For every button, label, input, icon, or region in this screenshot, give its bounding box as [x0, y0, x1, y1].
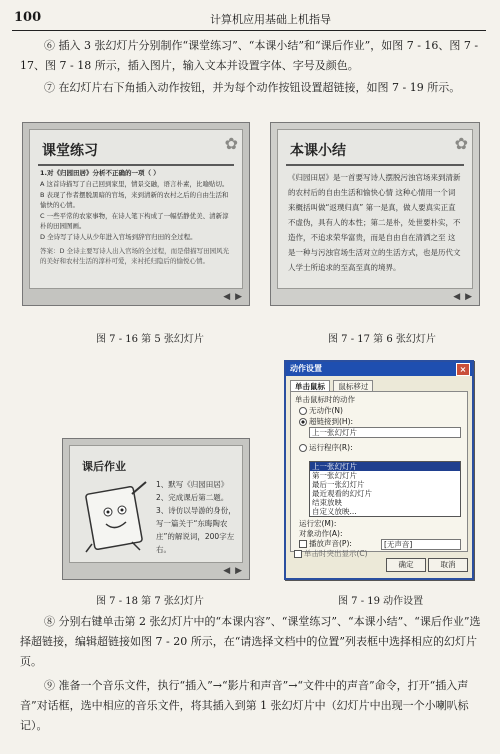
checkbox-icon [299, 540, 307, 548]
slide-5-title: 课堂练习 [42, 143, 98, 159]
radio-run-label: 运行程序(R): [309, 443, 353, 452]
tab-mouse-click[interactable]: 单击鼠标 [290, 380, 330, 392]
slide-7-item-2: 2、完成课后第二题。 [156, 493, 229, 502]
run-macro-label: 运行宏(M): [299, 519, 337, 528]
page-number: 100 [14, 10, 42, 25]
figure-7-19-caption: 图 7 - 19 动作设置 [338, 596, 424, 607]
flower-decoration-icon: ✿ [454, 134, 468, 153]
step-9-paragraph: ⑨ 准备一个音乐文件，执行“插入”→“影片和声音”→“文件中的声音”命令，打开“插入声音”对话框，选中相应的音乐文件，将其插入到第 1 张幻灯片中（幻灯片中出现一个小喇叭标记）。 [20, 679, 469, 732]
slide-6-title: 本课小结 [290, 143, 346, 159]
dialog-titlebar [286, 362, 472, 376]
slide-7-item-1: 1、默写《归园田居》 [156, 480, 229, 489]
slide-5-question: 1.对《归园田居》分析不正确的一项（ ） [40, 169, 160, 177]
radio-selected-icon [299, 418, 307, 426]
slide-7-item-3: 3、诗仿以导游的身份，写一篇关于“东晦陶农庄”的解说词，200字左右。 [156, 506, 236, 554]
hyperlink-select[interactable]: 上一张幻灯片 [309, 427, 461, 438]
slide-7-title: 课后作业 [82, 460, 126, 473]
slide-7-screenshot [62, 438, 250, 580]
list-item[interactable]: 结束放映 [312, 498, 342, 507]
slide-6-body: 《归园田居》是一首要写诗人摆脱污浊官场来到清新的农村后的自由生活和愉快心情 这种心情用一个词来概括叫做“返璞归真” 第一是真，做人要真实正直不虚伪，具有人的本性；第二是朴，处世要朴实，不造作，不追求荣华富贵，而是自由自在清洒之至 这是一种与污浊官场生活对立的生活方式，也是历代文人学士所追求的至高至真的境界。 [288, 173, 461, 272]
cancel-button[interactable]: 取消 [428, 558, 468, 572]
radio-no-action-label: 无动作(N) [309, 406, 343, 415]
figure-7-17-caption: 图 7 - 17 第 6 张幻灯片 [328, 334, 436, 345]
slide-6-nav-buttons[interactable]: ◀ ▶ [453, 292, 473, 302]
step-6-paragraph: ⑥ 插入 3 张幻灯片分别制作“课堂练习”、“本课小结”和“课后作业”，如图 7 - 16、图 7 - 17、图 7 - 18 所示，插入图片，输入文本并设置字体、字号及颜色。 [20, 39, 479, 72]
tab-panel [290, 391, 468, 552]
action-group-label: 单击鼠标时的动作 [295, 395, 355, 404]
slide-5-answer-note: 答案：D 全诗主要写诗人出入官场的全过程，而是借描写田园风光的美好和农村生活的淳朴可爱，来衬托归隐后的愉悦心情。 [40, 247, 230, 265]
close-icon[interactable]: × [456, 363, 470, 376]
slide-7-body [156, 478, 240, 556]
radio-icon [299, 407, 307, 415]
slide-7-canvas [69, 445, 243, 563]
dialog-tabs [290, 380, 374, 391]
play-sound-label: 播放声音(P): [309, 539, 352, 548]
list-item[interactable]: 自定义放映... [312, 507, 357, 516]
slide-6-canvas [277, 129, 473, 289]
radio-hyperlink[interactable] [299, 416, 353, 427]
list-item[interactable]: 上一张幻灯片 [310, 462, 460, 471]
slide-7-nav-buttons[interactable]: ◀ ▶ [223, 566, 243, 576]
radio-run-program[interactable] [299, 442, 353, 453]
list-item[interactable]: 最后一张幻灯片 [312, 480, 365, 489]
slide-5-option-a: A 这首诗描写了自己回到家里，情景交融，语言朴素，比喻贴切。 [40, 180, 229, 188]
slide-6-screenshot [270, 122, 480, 306]
radio-hyperlink-label: 超链接到(H): [309, 417, 354, 426]
header-rule [12, 30, 486, 31]
slide-5-title-rule [38, 164, 234, 166]
slide-5-option-d: D 全诗写了诗人从少年进入官场到辞官归田的全过程。 [40, 233, 197, 241]
tab-mouse-over[interactable]: 鼠标移过 [333, 380, 373, 392]
step-7-paragraph: ⑦ 在幻灯片右下角插入动作按钮，并为每个动作按钮设置超链接，如图 7 - 19 所示。 [44, 81, 461, 94]
notebook-cartoon-icon [82, 480, 150, 554]
slide-5-nav-buttons[interactable]: ◀ ▶ [223, 292, 243, 302]
highlight-on-click-checkbox[interactable] [294, 548, 368, 559]
flower-decoration-icon: ✿ [224, 134, 238, 153]
checkbox-icon [294, 550, 302, 558]
figure-7-18-caption: 图 7 - 18 第 7 张幻灯片 [96, 596, 204, 607]
running-title: 计算机应用基础上机指导 [210, 13, 331, 26]
slide-5-option-b: B 表现了作者摆脱黑暗的官场，来到清新的农村之后的自由生活和愉快的心情。 [40, 191, 229, 209]
highlight-label: 单击时突出显示(C) [304, 549, 368, 558]
step-8-paragraph: ⑧ 分别右键单击第 2 张幻灯片中的“本课内容”、“课堂练习”、“本课小结”、“课后作业”选择超链接，编辑超链接如图 7 - 20 所示，在“请选择文档中的位置”列表框中选择相应的幻灯片页。 [20, 615, 481, 668]
slide-5-canvas [29, 129, 243, 289]
slide-5-option-c: C 一些平常的农家事物，在诗人笔下构成了一幅恬静优美、清新淳朴的田园图画。 [40, 212, 229, 230]
list-item[interactable]: 第一张幻灯片 [312, 471, 357, 480]
object-action-label: 对象动作(A): [299, 529, 343, 538]
list-item[interactable]: 最近观看的幻灯片 [312, 489, 372, 498]
figure-7-16-caption: 图 7 - 16 第 5 张幻灯片 [96, 334, 204, 345]
dialog-title: 动作设置 [290, 364, 322, 373]
hyperlink-dropdown-list[interactable] [309, 461, 461, 517]
sound-select[interactable]: [无声音] [381, 539, 461, 550]
slide-5-screenshot [22, 122, 250, 306]
radio-icon [299, 444, 307, 452]
ok-button[interactable]: 确定 [386, 558, 426, 572]
slide-5-body [40, 168, 234, 267]
action-settings-dialog [284, 360, 474, 580]
radio-no-action[interactable] [299, 405, 343, 416]
slide-6-title-rule [286, 164, 464, 166]
